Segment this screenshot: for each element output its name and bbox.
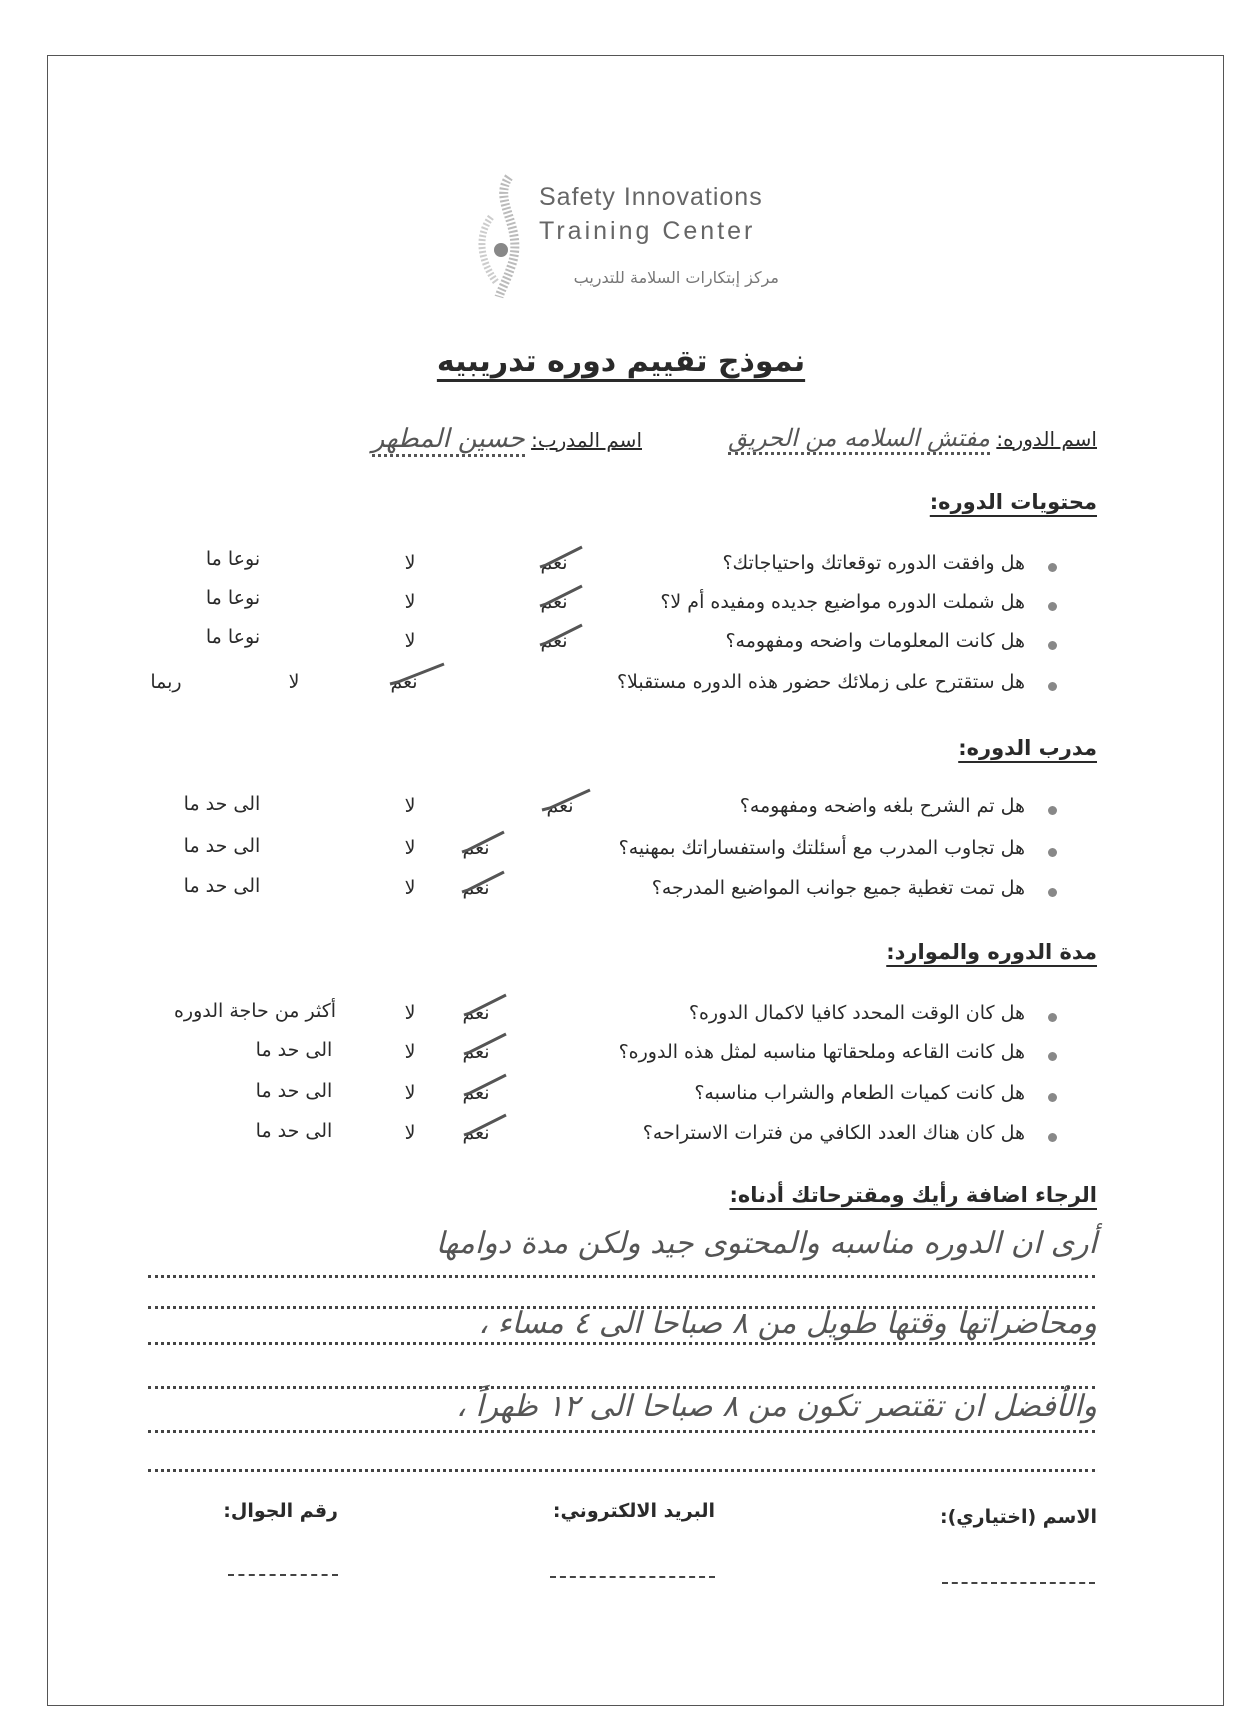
option-yes[interactable]: نعم [462,1002,490,1024]
option-yes[interactable]: نعم [462,1122,490,1144]
option-no[interactable]: لا [404,837,416,859]
name-label: الاسم (اختياري): [939,1506,1097,1528]
name-field[interactable] [942,1582,1095,1584]
option-somewhat[interactable]: نوعا ما [205,548,261,570]
bullet-icon [1048,1133,1057,1142]
option-no[interactable]: لا [404,552,416,574]
option-somewhat[interactable]: الى حد ما [183,875,261,897]
question-text: هل ستقترح على زملائك حضور هذه الدوره مستقبلا؟ [616,671,1025,693]
option-no[interactable]: لا [404,1082,416,1104]
option-no[interactable]: لا [404,795,416,817]
comment-handwriting-1[interactable]: أرى ان الدوره مناسبه والمحتوى جيد ولكن مدة دوامها [435,1226,1097,1261]
comment-line [148,1275,1095,1278]
trainer-value: حسين المطهر [372,424,525,457]
bullet-icon [1048,806,1057,815]
section-heading-duration-resources: مدة الدوره والموارد: [886,940,1097,964]
checkmark-icon [388,662,446,688]
option-yes[interactable]: نعم [462,837,490,859]
question-text: هل كانت كميات الطعام والشراب مناسبه؟ [694,1082,1025,1104]
checkmark-icon [538,623,584,649]
option-somewhat[interactable]: الى حد ما [255,1039,333,1061]
option-somewhat[interactable]: الى حد ما [183,835,261,857]
option-yes[interactable]: نعم [540,591,568,613]
checkmark-icon [462,1032,508,1058]
option-somewhat[interactable]: نوعا ما [205,626,261,648]
email-label: البريد الالكتروني: [552,1500,715,1522]
bullet-icon [1048,1013,1057,1022]
option-yes[interactable]: نعم [540,552,568,574]
question-text: هل تجاوب المدرب مع أسئلتك واستفساراتك بمهنيه؟ [618,837,1025,859]
checkmark-icon [462,993,508,1019]
comment-line [148,1342,1095,1345]
option-no[interactable]: لا [404,591,416,613]
email-field[interactable] [550,1576,715,1578]
option-no[interactable]: لا [404,1002,416,1024]
comment-handwriting-2[interactable]: ومحاضراتها وقتها طويل من ٨ صباحا الى ٤ مساء ، [478,1306,1097,1341]
logo-swirl-icon [471,172,541,302]
bullet-icon [1048,641,1057,650]
comment-handwriting-3[interactable]: والأفضل ان تقتصر تكون من ٨ صباحا الى ١٢ ظهراً ، [456,1389,1097,1424]
question-text: هل تمت تغطية جميع جوانب المواضيع المدرجه؟ [651,877,1025,899]
option-more-than-needed[interactable]: أكثر من حاجة الدوره [173,1000,337,1022]
bullet-icon [1048,888,1057,897]
option-somewhat[interactable]: الى حد ما [183,793,261,815]
option-no[interactable]: لا [404,1122,416,1144]
comment-line [148,1469,1095,1472]
checkmark-icon [462,1073,508,1099]
checkmark-icon [540,788,592,814]
option-yes[interactable]: نعم [462,877,490,899]
option-no[interactable]: لا [404,877,416,899]
option-yes[interactable]: نعم [546,795,574,817]
question-text: هل شملت الدوره مواضيع جديده ومفيده أم لا؟ [660,591,1025,613]
course-name-field [728,424,1097,452]
question-text: هل وافقت الدوره توقعاتك واحتياجاتك؟ [722,552,1025,574]
option-somewhat[interactable]: الى حد ما [255,1120,333,1142]
trainer-label: اسم المدرب: [531,428,642,452]
question-text: هل كان هناك العدد الكافي من فترات الاستراحه؟ [642,1122,1025,1144]
question-text: هل كانت المعلومات واضحه ومفهومه؟ [725,630,1025,652]
option-yes[interactable]: نعم [540,630,568,652]
bullet-icon [1048,1052,1057,1061]
logo-name-en-2: Training Center [539,217,756,245]
course-value: مفتش السلامه من الحريق [728,424,990,455]
question-text: هل تم الشرح بلغه واضحه ومفهومه؟ [739,795,1025,817]
checkmark-icon [460,870,506,896]
bullet-icon [1048,563,1057,572]
option-yes[interactable]: نعم [462,1082,490,1104]
question-text: هل كان الوقت المحدد كافيا لاكمال الدوره؟ [688,1002,1025,1024]
option-somewhat[interactable]: الى حد ما [255,1080,333,1102]
question-text: هل كانت القاعه وملحقاتها مناسبه لمثل هذه الدوره؟ [618,1041,1025,1063]
checkmark-icon [538,584,584,610]
bullet-icon [1048,602,1057,611]
option-no[interactable]: لا [404,630,416,652]
section-heading-trainer: مدرب الدوره: [958,736,1097,760]
bullet-icon [1048,682,1057,691]
option-somewhat[interactable]: نوعا ما [205,587,261,609]
mobile-field[interactable] [228,1574,338,1576]
course-label: اسم الدوره: [996,427,1097,451]
checkmark-icon [462,1113,508,1139]
checkmark-icon [460,830,506,856]
option-yes[interactable]: نعم [462,1041,490,1063]
form-title: نموذج تقييم دوره تدريبيه [436,344,806,379]
bullet-icon [1048,1093,1057,1102]
section-heading-course-content: محتويات الدوره: [929,490,1097,514]
comments-heading: الرجاء اضافة رأيك ومقترحاتك أدناه: [729,1183,1097,1207]
option-yes[interactable]: نعم [390,671,418,693]
trainer-name-field [372,424,642,454]
comment-line [148,1430,1095,1433]
option-no[interactable]: لا [404,1041,416,1063]
logo-name-ar: مركز إبتكارات السلامة للتدريب [573,268,779,287]
option-maybe[interactable]: ربما [150,671,182,693]
bullet-icon [1048,848,1057,857]
checkmark-icon [538,545,584,571]
mobile-label: رقم الجوال: [223,1500,338,1522]
logo [471,172,781,302]
option-no[interactable]: لا [288,671,300,693]
logo-name-en-1: Safety Innovations [539,183,763,211]
